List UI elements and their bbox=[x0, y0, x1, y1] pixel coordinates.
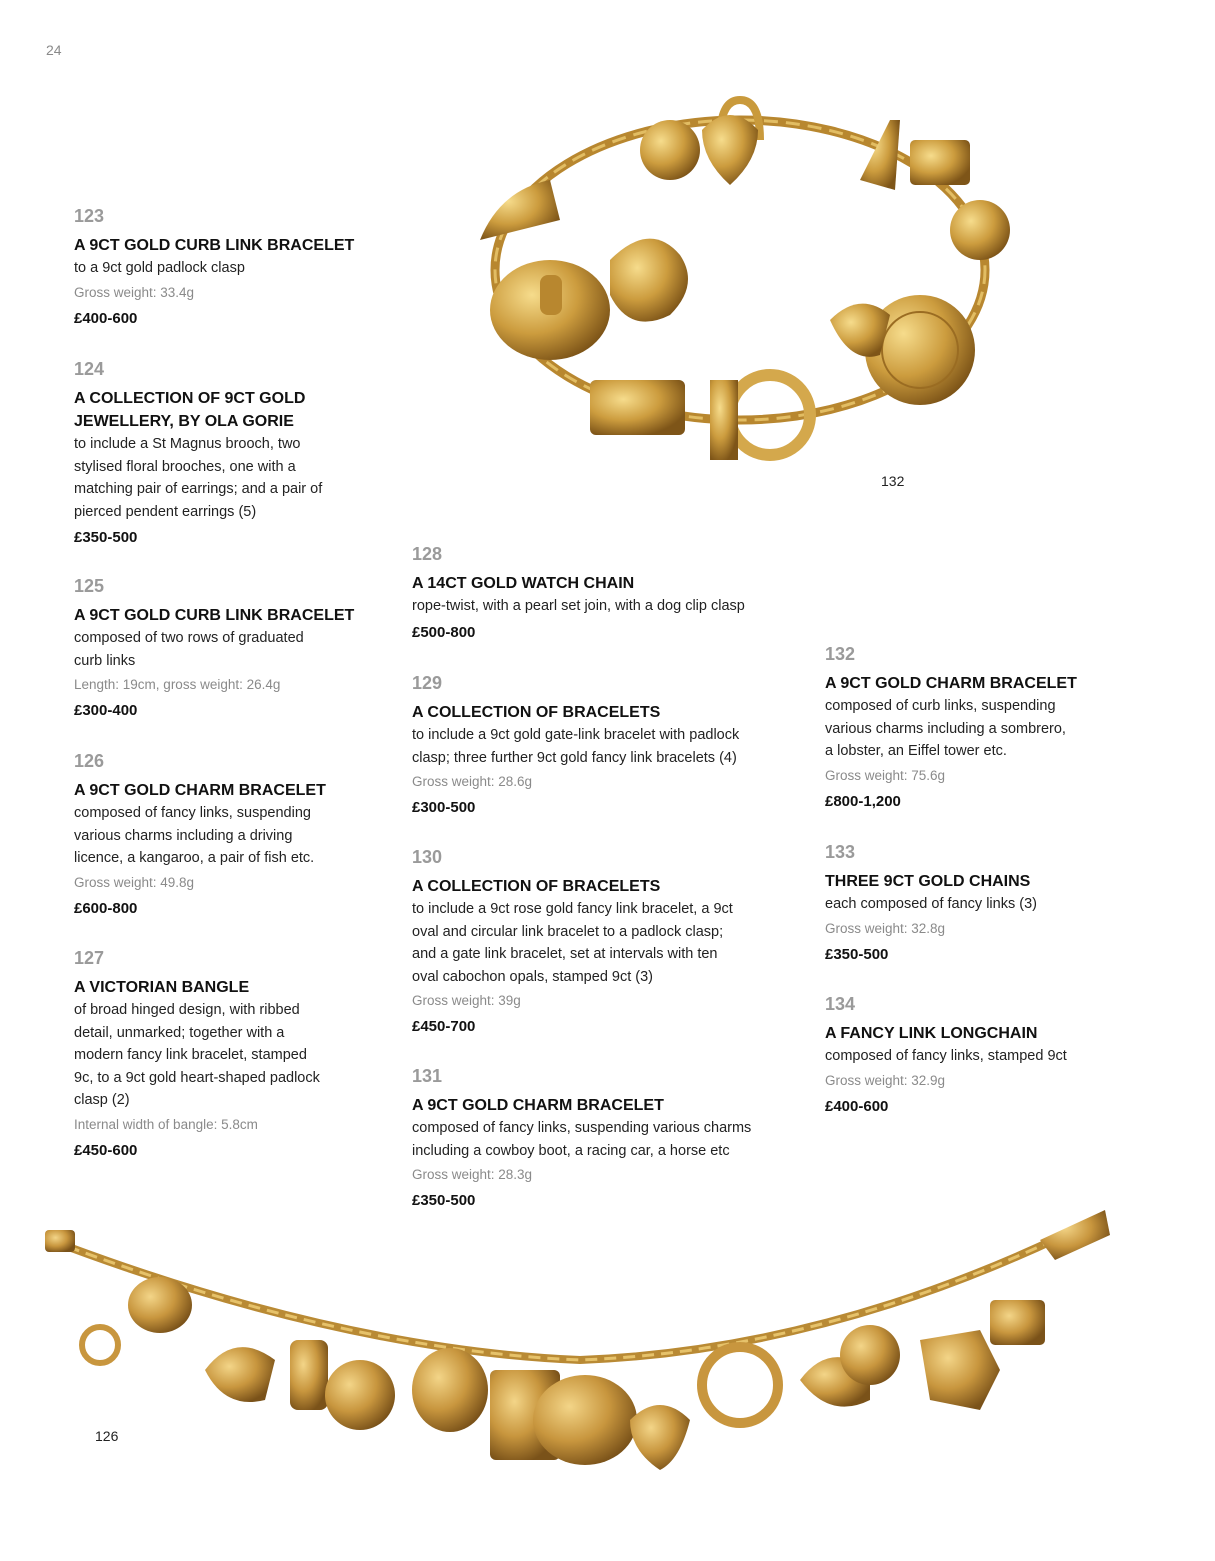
lot-number: 127 bbox=[74, 948, 105, 968]
lot-weight: Length: 19cm, gross weight: 26.4g bbox=[74, 677, 281, 692]
lot-weight: Gross weight: 32.8g bbox=[825, 920, 946, 936]
lot-weight: Internal width of bangle: 5.8cm bbox=[74, 1116, 258, 1132]
lot-number: 124 bbox=[74, 359, 105, 379]
lot-title: THREE 9CT GOLD CHAINS bbox=[825, 873, 1031, 890]
bracelet-photo-132 bbox=[440, 80, 1040, 480]
lot-131 bbox=[412, 1065, 751, 1212]
lot-estimate: £350-500 bbox=[825, 945, 889, 963]
lot-description-line: composed of two rows of graduated bbox=[74, 630, 304, 646]
lot-description-line: to include a 9ct rose gold fancy link bracelet, a 9ct bbox=[412, 901, 733, 917]
lot-description-line: oval cabochon opals, stamped 9ct (3) bbox=[412, 968, 653, 985]
lot-description-line: composed of fancy links, suspending various charms bbox=[412, 1120, 752, 1136]
lot-estimate: £400-600 bbox=[74, 309, 138, 327]
bracelet-photo-126 bbox=[40, 1200, 1120, 1500]
lot-weight: Gross weight: 75.6g bbox=[825, 767, 946, 783]
lot-number: 126 bbox=[74, 751, 105, 771]
lot-127 bbox=[74, 947, 320, 1162]
lot-title: A VICTORIAN BANGLE bbox=[74, 979, 250, 996]
lot-number: 132 bbox=[825, 644, 856, 664]
lot-description-line: licence, a kangaroo, a pair of fish etc. bbox=[74, 850, 315, 866]
lot-133 bbox=[825, 841, 1037, 966]
lot-estimate: £350-500 bbox=[74, 529, 138, 546]
lot-132 bbox=[825, 643, 1077, 813]
lot-title: A 9CT GOLD CURB LINK BRACELET bbox=[74, 607, 355, 624]
photo-caption-132: 132 bbox=[881, 473, 905, 489]
lot-description-line: including a cowboy boot, a racing car, a horse etc bbox=[412, 1142, 730, 1159]
lot-weight: Gross weight: 49.8g bbox=[74, 874, 195, 890]
lot-126 bbox=[74, 750, 326, 920]
lot-description-line: oval and circular link bracelet to a padlock clasp; bbox=[412, 923, 724, 940]
lot-number: 128 bbox=[412, 544, 443, 564]
lot-description-line: rope-twist, with a pearl set join, with a dog clip clasp bbox=[412, 598, 745, 614]
lot-title: JEWELLERY, BY OLA GORIE bbox=[74, 413, 294, 430]
lot-description-line: clasp (2) bbox=[74, 1092, 130, 1108]
lot-description-line: various charms including a sombrero, bbox=[825, 720, 1066, 737]
lot-title: A FANCY LINK LONGCHAIN bbox=[825, 1025, 1038, 1042]
lot-number: 130 bbox=[412, 847, 443, 867]
lot-description-line: to include a St Magnus brooch, two bbox=[74, 436, 301, 452]
lot-title: A COLLECTION OF 9CT GOLD bbox=[74, 390, 306, 407]
lot-title: A 9CT GOLD CHARM BRACELET bbox=[74, 782, 326, 799]
page-number: 24 bbox=[46, 42, 62, 58]
lot-128 bbox=[412, 543, 745, 644]
lot-description-line: clasp; three further 9ct gold fancy link bracelets (4) bbox=[412, 749, 737, 766]
lot-title: A 9CT GOLD CURB LINK BRACELET bbox=[74, 237, 355, 254]
lot-description-line: various charms including a driving bbox=[74, 827, 293, 844]
lot-129 bbox=[412, 672, 739, 819]
lot-estimate: £350-500 bbox=[412, 1192, 476, 1209]
lot-weight: Gross weight: 28.6g bbox=[412, 774, 533, 789]
lot-number: 125 bbox=[74, 576, 105, 596]
lot-123 bbox=[74, 205, 354, 330]
lot-weight: Gross weight: 33.4g bbox=[74, 284, 195, 300]
lot-number: 123 bbox=[74, 206, 105, 226]
lot-description-line: to include a 9ct gold gate-link bracelet with padlock bbox=[412, 727, 740, 743]
lot-title: A 9CT GOLD CHARM BRACELET bbox=[825, 675, 1077, 692]
lot-number: 133 bbox=[825, 842, 856, 862]
lot-description-line: to a 9ct gold padlock clasp bbox=[74, 260, 245, 276]
lot-description-line: a lobster, an Eiffel tower etc. bbox=[825, 743, 1007, 759]
lot-number: 131 bbox=[412, 1066, 443, 1086]
lot-130 bbox=[412, 846, 733, 1038]
lot-title: A COLLECTION OF BRACELETS bbox=[412, 704, 661, 721]
lot-description-line: composed of fancy links, stamped 9ct bbox=[825, 1048, 1067, 1064]
lot-estimate: £450-600 bbox=[74, 1141, 138, 1159]
lot-description-line: composed of curb links, suspending bbox=[825, 698, 1056, 714]
lot-estimate: £450-700 bbox=[412, 1018, 476, 1035]
lot-description-line: pierced pendent earrings (5) bbox=[74, 503, 257, 520]
lot-estimate: £300-400 bbox=[74, 702, 138, 719]
lot-description-line: each composed of fancy links (3) bbox=[825, 896, 1037, 912]
lot-description-line: and a gate link bracelet, set at intervals with ten bbox=[412, 946, 718, 962]
lot-estimate: £500-800 bbox=[412, 623, 476, 641]
lot-description-line: modern fancy link bracelet, stamped bbox=[74, 1047, 307, 1063]
lot-weight: Gross weight: 28.3g bbox=[412, 1167, 533, 1182]
lot-134 bbox=[825, 993, 1067, 1118]
lot-description-line: curb links bbox=[74, 652, 136, 669]
lot-estimate: £800-1,200 bbox=[825, 792, 901, 810]
lot-description-line: composed of fancy links, suspending bbox=[74, 805, 311, 821]
lot-title: A 14CT GOLD WATCH CHAIN bbox=[412, 575, 635, 592]
lot-124 bbox=[74, 358, 322, 549]
lot-estimate: £300-500 bbox=[412, 799, 476, 816]
lot-description-line: 9c, to a 9ct gold heart-shaped padlock bbox=[74, 1069, 320, 1086]
lot-weight: Gross weight: 32.9g bbox=[825, 1072, 946, 1088]
lot-description-line: detail, unmarked; together with a bbox=[74, 1024, 285, 1041]
photo-caption-126: 126 bbox=[95, 1428, 119, 1444]
lot-estimate: £600-800 bbox=[74, 899, 138, 917]
lot-title: A 9CT GOLD CHARM BRACELET bbox=[412, 1097, 664, 1114]
lot-125 bbox=[74, 575, 354, 722]
lot-number: 134 bbox=[825, 994, 856, 1014]
lot-description-line: stylised floral brooches, one with a bbox=[74, 458, 296, 475]
lot-title: A COLLECTION OF BRACELETS bbox=[412, 878, 661, 895]
lot-estimate: £400-600 bbox=[825, 1097, 889, 1115]
lot-description-line: matching pair of earrings; and a pair of bbox=[74, 481, 323, 497]
lot-description-line: of broad hinged design, with ribbed bbox=[74, 1002, 300, 1018]
lot-number: 129 bbox=[412, 673, 443, 693]
lot-weight: Gross weight: 39g bbox=[412, 993, 521, 1008]
